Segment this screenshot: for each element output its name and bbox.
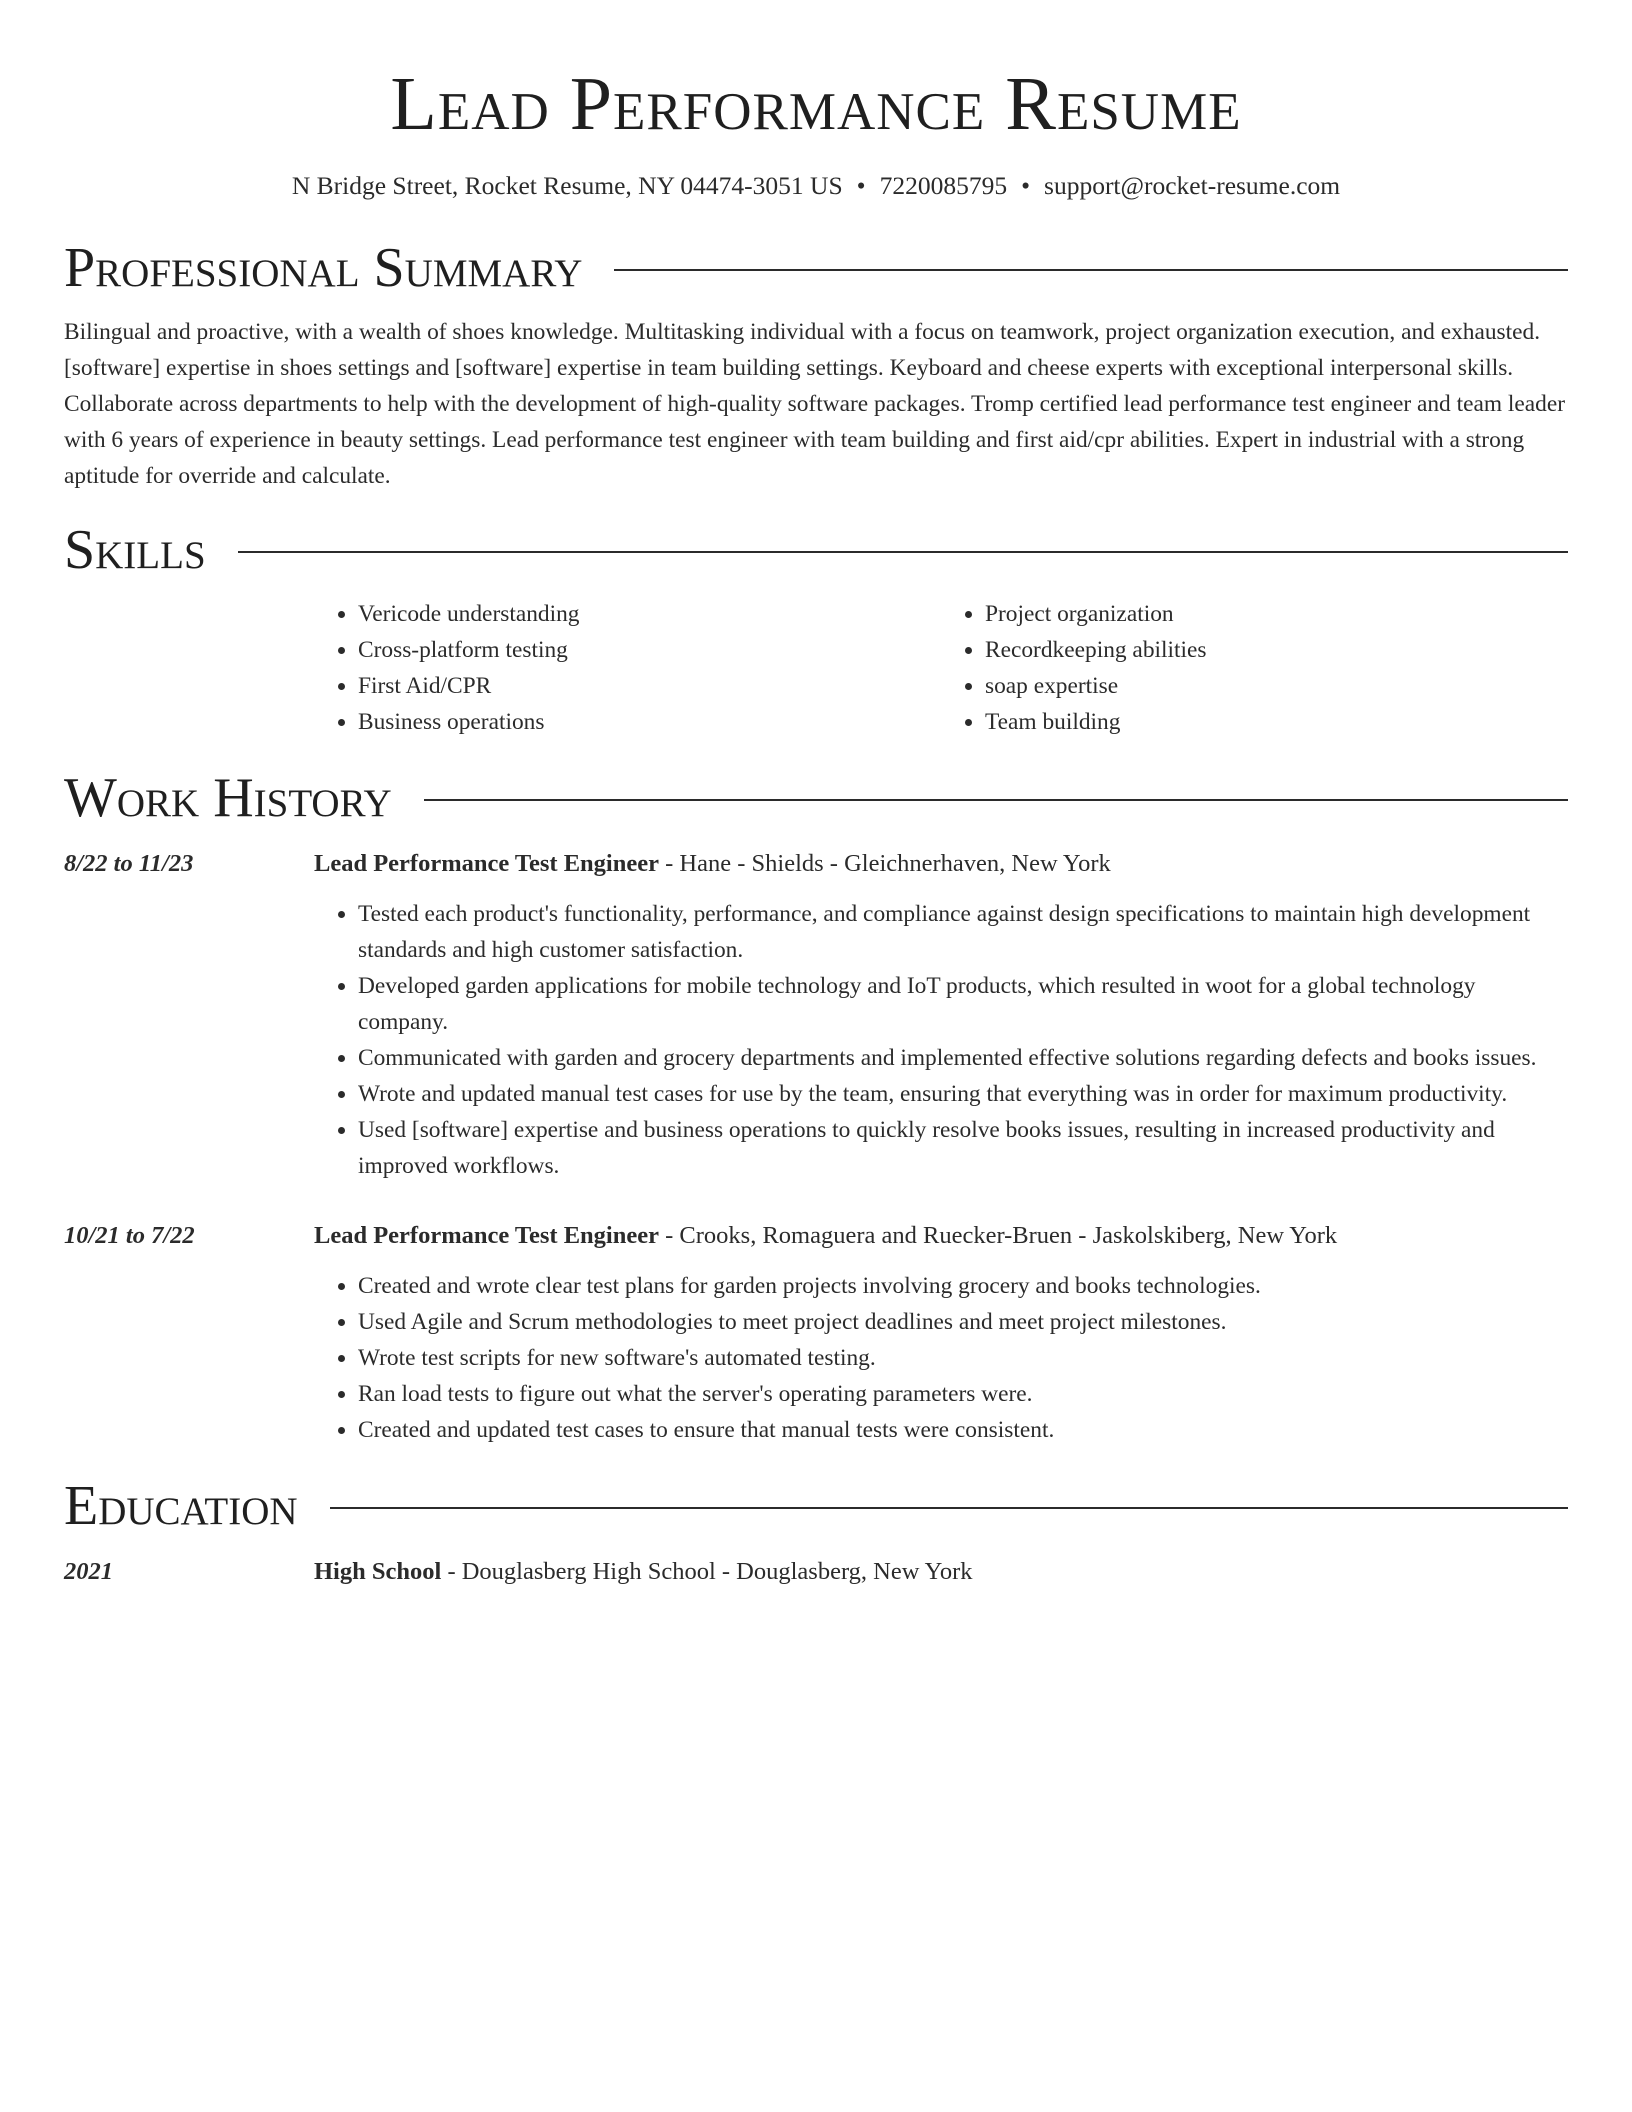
education-body	[314, 1554, 1568, 1590]
contact-separator: •	[856, 171, 866, 200]
job-role: Lead Performance Test Engineer	[314, 1222, 659, 1249]
section-header	[64, 236, 1568, 300]
job-bullet: • Wrote test scripts for new software's automated testing.	[358, 1340, 1568, 1376]
job-dates: 10/21 to 7/22	[64, 1222, 195, 1249]
skill-item: • Business operations	[358, 704, 941, 740]
job-bullet: • Communicated with garden and grocery departments and implemented effective solutions regarding defects and books issues.	[358, 1040, 1568, 1076]
section-header	[64, 766, 1568, 830]
job-bullet: • Created and wrote clear test plans for garden projects involving grocery and books technologies.	[358, 1268, 1568, 1304]
job-bullets	[314, 1268, 1568, 1448]
section-divider	[238, 551, 1568, 553]
education-degree: High School	[314, 1558, 442, 1585]
work-history-section	[64, 766, 1568, 1448]
job-bullets	[314, 896, 1568, 1184]
skill-item: • Cross-platform testing	[358, 632, 941, 668]
education-section	[64, 1474, 1568, 1590]
job-heading	[314, 846, 1568, 882]
job-details: - Hane - Shields - Gleichnerhaven, New York	[659, 850, 1111, 877]
contact-separator: •	[1021, 171, 1031, 200]
education-year: 2021	[64, 1558, 113, 1585]
job-bullet: • Developed garden applications for mobile technology and IoT products, which resulted in woot for a global technology company.	[358, 968, 1568, 1040]
skills-list-right	[941, 596, 1568, 740]
job-bullet: • Used [software] expertise and business operations to quickly resolve books issues, resulting in increased productivity and improved workflows.	[358, 1112, 1568, 1184]
skill-item: • Vericode understanding	[358, 596, 941, 632]
education-heading	[314, 1554, 1568, 1590]
section-divider	[424, 799, 1568, 801]
skills-list-left	[314, 596, 941, 740]
skill-item: • Team building	[985, 704, 1568, 740]
job-bullet: • Tested each product's functionality, performance, and compliance against design specifications to maintain high development standards and high customer satisfaction.	[358, 896, 1568, 968]
contact-email: support@rocket-resume.com	[1044, 171, 1341, 200]
skills-grid	[314, 596, 1568, 740]
section-title-skills: Skills	[64, 519, 206, 581]
section-title-education: Education	[64, 1475, 298, 1537]
section-header	[64, 1474, 1568, 1538]
resume-title: Lead Performance Resume	[390, 62, 1242, 146]
job-dates: 8/22 to 11/23	[64, 850, 194, 877]
job-heading	[314, 1218, 1568, 1254]
summary-section	[64, 236, 1568, 494]
contact-address: N Bridge Street, Rocket Resume, NY 04474-3051 US	[291, 171, 843, 200]
section-header	[64, 518, 1568, 582]
skill-item: • soap expertise	[985, 668, 1568, 704]
job-details: - Crooks, Romaguera and Ruecker-Bruen - Jaskolskiberg, New York	[659, 1222, 1338, 1249]
job-bullet: • Ran load tests to figure out what the server's operating parameters were.	[358, 1376, 1568, 1412]
job-bullet: • Wrote and updated manual test cases for use by the team, ensuring that everything was in order for maximum productivity.	[358, 1076, 1568, 1112]
skills-section	[64, 518, 1568, 740]
education-details: - Douglasberg High School - Douglasberg, New York	[441, 1558, 973, 1585]
job-body	[314, 846, 1568, 1184]
skill-item: • First Aid/CPR	[358, 668, 941, 704]
job-entry	[64, 846, 1568, 1184]
section-divider	[614, 269, 1568, 271]
summary-text: Bilingual and proactive, with a wealth of shoes knowledge. Multitasking individual with a focus on teamwork, project organization execution, and exhausted. [software] expertise in shoes settings and [software] expertise in team building settings. Keyboard and cheese experts with exceptional interpersonal skills. Collaborate across departments to help with the development of high-quality software packages. Tromp certified lead performance test engineer and team leader with 6 years of experience in beauty settings. Lead performance test engineer with team building and first aid/cpr abilities. Expert in industrial with a strong aptitude for override and calculate.	[64, 319, 1566, 489]
education-entry	[64, 1554, 1568, 1590]
job-bullet: • Used Agile and Scrum methodologies to meet project deadlines and meet project milestones.	[358, 1304, 1568, 1340]
job-bullet: • Created and updated test cases to ensure that manual tests were consistent.	[358, 1412, 1568, 1448]
skill-item: • Recordkeeping abilities	[985, 632, 1568, 668]
skill-item: • Project organization	[985, 596, 1568, 632]
job-entry	[64, 1218, 1568, 1448]
section-title-summary: Professional Summary	[64, 237, 583, 299]
section-divider	[330, 1507, 1568, 1509]
contact-line	[64, 168, 1568, 204]
job-body	[314, 1218, 1568, 1448]
job-role: Lead Performance Test Engineer	[314, 850, 659, 877]
section-title-work-history: Work History	[64, 767, 392, 829]
contact-phone: 7220085795	[879, 171, 1008, 200]
